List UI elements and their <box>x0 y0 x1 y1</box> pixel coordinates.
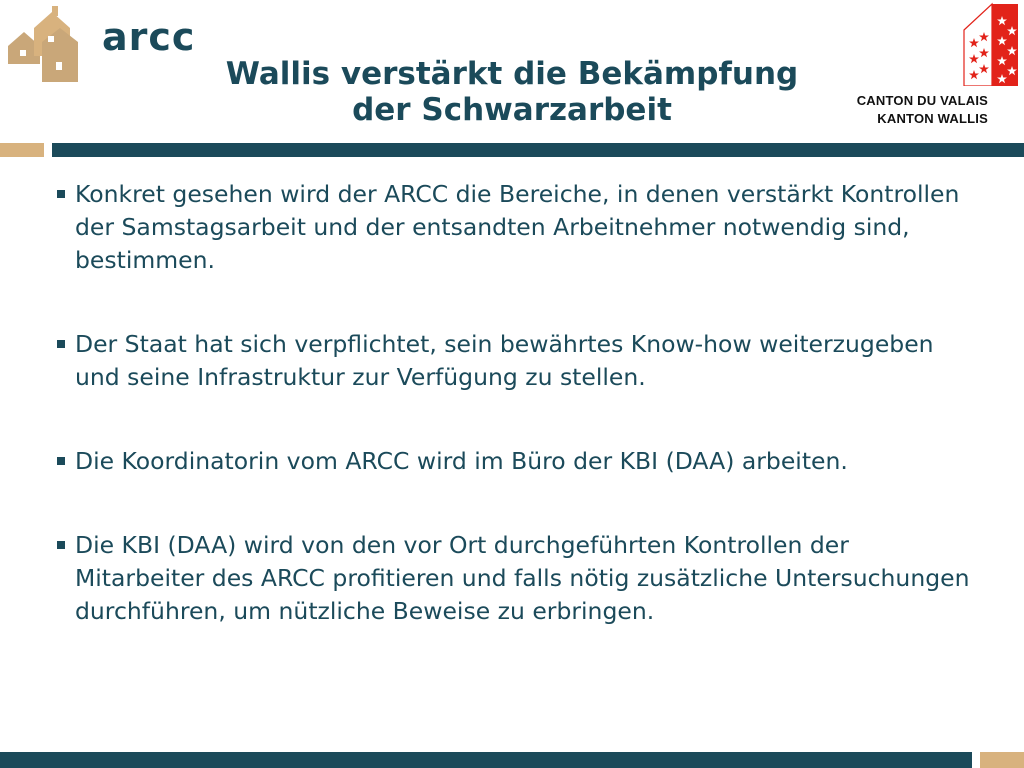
logo-text: arcc <box>102 15 196 59</box>
header-divider-bar <box>52 143 1024 157</box>
bullet-text: Der Staat hat sich verpflichtet, sein bewährtes Know-how weiterzugeben und seine Infrastruktur zur Verfügung zu stellen. <box>75 330 934 391</box>
bullet-item <box>56 529 976 628</box>
square-bullet-icon <box>57 457 65 465</box>
square-bullet-icon <box>57 190 65 198</box>
title-line-1: Wallis verstärkt die Bekämpfung <box>225 56 799 92</box>
bullet-text: Die Koordinatorin vom ARCC wird im Büro der KBI (DAA) arbeiten. <box>75 447 848 475</box>
footer-accent-bar <box>980 752 1024 768</box>
footer-divider-bar <box>0 752 972 768</box>
bullet-item <box>56 328 976 394</box>
square-bullet-icon <box>57 541 65 549</box>
canton-name-fr: CANTON DU VALAIS <box>856 93 988 108</box>
house-cluster-logo-icon <box>6 2 98 82</box>
square-bullet-icon <box>57 340 65 348</box>
slide-title <box>180 56 844 128</box>
canton-name <box>857 92 988 128</box>
bullet-item <box>56 445 976 478</box>
bullet-item <box>56 178 976 277</box>
arcc-logo <box>6 2 206 82</box>
bullet-text: Konkret gesehen wird der ARCC die Bereiche, in denen verstärkt Kontrollen der Samstagsarbeit und der entsandten Arbeitnehmer notwendig sind, bestimmen. <box>75 180 960 274</box>
title-line-2: der Schwarzarbeit <box>352 92 672 128</box>
canton-name-de: KANTON WALLIS <box>877 111 988 126</box>
bullet-text: Die KBI (DAA) wird von den vor Ort durchgeführten Kontrollen der Mitarbeiter des ARCC profitieren und falls nötig zusätzliche Untersuchungen durchführen, um nützliche Beweise zu erbringen. <box>75 531 970 625</box>
header-accent-bar <box>0 143 44 157</box>
valais-flag-icon <box>962 2 1020 86</box>
bullet-list <box>56 178 976 679</box>
